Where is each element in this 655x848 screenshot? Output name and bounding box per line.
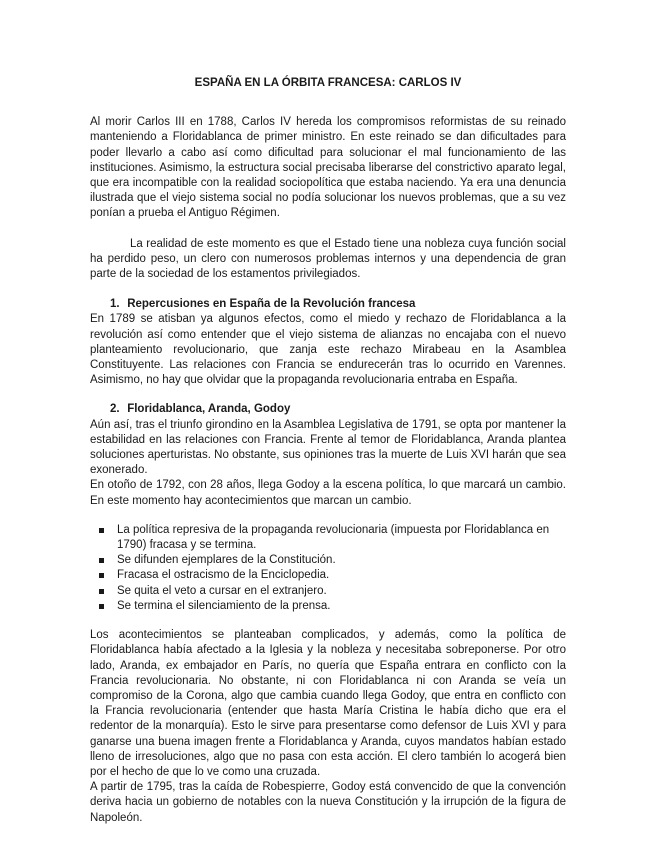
closing-paragraph: A partir de 1795, tras la caída de Robespierre, Godoy está convencido de que la convención deriva hacia un gobierno de notables con la nueva Constitución y la irrupción de la figura de Napoleón. xyxy=(90,781,566,824)
list-item-text: Se quita el veto a cursar en el extranjero. xyxy=(117,584,327,597)
list-item-text: La política represiva de la propaganda revolucionaria (impuesta por Floridablanca en 1790) fracasa y se termina. xyxy=(117,523,550,552)
list-item xyxy=(98,599,566,614)
section-heading-1 xyxy=(90,297,566,312)
list-item xyxy=(98,584,566,599)
closing-paragraph: Los acontecimientos se planteaban complicados, y además, como la política de Floridablanca había afectado a la Iglesia y la nobleza y necesitaba sobreponerse. Por otro lado, Aranda, ex embajador en París, no quería que España entrara en conflicto con la Francia revolucionaria. No obstante, ni con Floridablanca ni con Aranda se veía un compromiso de la Corona, algo que cambia cuando llega Godoy, que entra en conflicto con la Francia revolucionaria (entender que hasta María Cristina le había dicho que era el redentor de la monarquía). Esto le sirve para presentarse como defensor de Luis XVI y para ganarse una buena imagen frente a Floridablanca y Aranda, cuyos mandatos habían estado lleno de irresoluciones, algo que no pasa con esta acción. El clero también lo acogerá bien por el hecho de que lo ve como una cruzada. xyxy=(90,629,566,778)
intro-paragraph: Al morir Carlos III en 1788, Carlos IV hereda los compromisos reformistas de su reinado manteniendo a Floridablanca de primer ministro. En este reinado se dan dificultades para poder llevarlo a cabo así como dificultad para solucionar el mal funcionamiento de las instituciones. Asimismo, la estructura social precisaba liberarse del constrictivo aparato legal, que era incompatible con la realidad sociopolítica que estaba naciendo. Ya era una denuncia ilustrada que el viejo sistema social no podía solucionar los nuevos problemas, que a su vez ponían a prueba el Antiguo Régimen. xyxy=(90,116,566,220)
section-paragraph: En otoño de 1792, con 28 años, llega Godoy a la escena política, lo que marcará un cambio. En este momento hay acontecimientos que marcan un cambio. xyxy=(90,479,566,507)
document-title: ESPAÑA EN LA ÓRBITA FRANCESA: CARLOS IV xyxy=(194,77,462,89)
document-page xyxy=(90,76,566,826)
square-bullet-icon xyxy=(99,558,104,563)
list-item-text: Fracasa el ostracismo de la Enciclopedia. xyxy=(117,569,330,582)
section-title: Floridablanca, Aranda, Godoy xyxy=(127,403,291,416)
list-item xyxy=(98,568,566,583)
section-number: 1. xyxy=(110,298,120,311)
square-bullet-icon xyxy=(99,528,104,533)
list-item xyxy=(98,523,566,553)
section-paragraph: Aún así, tras el triunfo girondino en la Asamblea Legislativa de 1791, se opta por mantener la estabilidad en las relaciones con Francia. Frente al temor de Floridablanca, Aranda plantea soluciones aperturistas. No obstante, sus opiniones tras la muerte de Luis XVI harán que sea exonerado. xyxy=(90,418,566,477)
list-item-text: Se difunden ejemplares de la Constitución. xyxy=(117,554,336,567)
intro-paragraph-indented: La realidad de este momento es que el Estado tiene una nobleza cuya función social ha perdido peso, un clero con numerosos problemas internos y una dependencia de gran parte de la sociedad de los estamentos privilegiados. xyxy=(90,237,566,281)
square-bullet-icon xyxy=(99,573,104,578)
section-title: Repercusiones en España de la Revolución francesa xyxy=(127,298,416,311)
bullet-list xyxy=(90,523,566,614)
list-item xyxy=(98,553,566,568)
section-number: 2. xyxy=(110,403,120,416)
section-heading-2 xyxy=(90,402,566,417)
square-bullet-icon xyxy=(99,604,104,609)
section-paragraph: En 1789 se atisban ya algunos efectos, como el miedo y rechazo de Floridablanca a la revolución así como entender que el viejo sistema de alianzas no encajaba con el nuevo planteamiento revolucionario, que zanja este rechazo Mirabeau en la Asamblea Constituyente. Las relaciones con Francia se endurecerán tras lo ocurrido en Varennes. Asimismo, no hay que olvidar que la propaganda revolucionaria entraba en España. xyxy=(90,313,566,387)
list-item-text: Se termina el silenciamiento de la prensa. xyxy=(117,599,331,612)
square-bullet-icon xyxy=(99,589,104,594)
